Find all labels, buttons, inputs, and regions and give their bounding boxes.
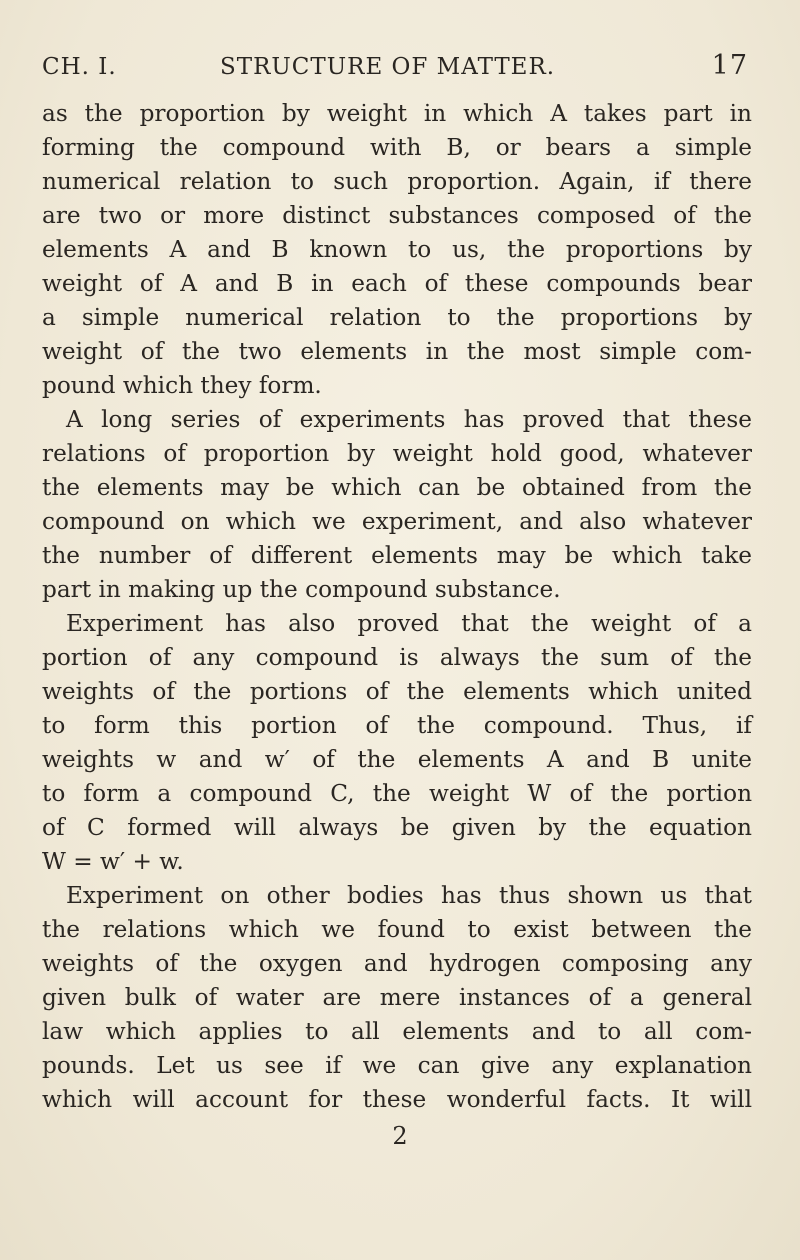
text-line: which will account for these wonderful facts. It will bbox=[42, 1086, 752, 1113]
text-line: weights of the oxygen and hydrogen composing any bbox=[42, 950, 752, 977]
text-line: the number of different elements may be which take bbox=[42, 542, 752, 569]
text-line: compound on which we experiment, and also whatever bbox=[42, 508, 752, 535]
chapter-label: CH. I. bbox=[42, 54, 117, 80]
text-line: as the proportion by weight in which A takes part in bbox=[42, 100, 752, 127]
text-line: are two or more distinct substances composed of the bbox=[42, 202, 752, 229]
text-line: to form a compound C, the weight W of the portion bbox=[42, 780, 752, 807]
text-line: forming the compound with B, or bears a simple bbox=[42, 134, 752, 161]
text-line: weight of the two elements in the most simple com- bbox=[42, 338, 752, 365]
page-number: 17 bbox=[711, 50, 748, 81]
text-line: weight of A and B in each of these compounds bear bbox=[42, 270, 752, 297]
text-line: the relations which we found to exist between the bbox=[42, 916, 752, 943]
text-line: weights w and w′ of the elements A and B unite bbox=[42, 746, 752, 773]
text-line: given bulk of water are mere instances of a general bbox=[42, 984, 752, 1011]
text-line: A long series of experiments has proved that these bbox=[66, 406, 752, 433]
text-line: numerical relation to such proportion. Again, if there bbox=[42, 168, 752, 195]
running-header bbox=[42, 50, 748, 90]
text-line: to form this portion of the compound. Thus, if bbox=[42, 712, 752, 739]
text-line: law which applies to all elements and to all com- bbox=[42, 1018, 752, 1045]
signature-mark: 2 bbox=[392, 1122, 408, 1150]
text-line: the elements may be which can be obtained from the bbox=[42, 474, 752, 501]
running-title: STRUCTURE OF MATTER. bbox=[220, 54, 556, 80]
text-line: part in making up the compound substance. bbox=[42, 576, 561, 603]
text-line: Experiment on other bodies has thus shown us that bbox=[66, 882, 752, 909]
text-line: W = w′ + w. bbox=[42, 848, 184, 875]
text-line: a simple numerical relation to the proportions by bbox=[42, 304, 752, 331]
text-line: relations of proportion by weight hold good, whatever bbox=[42, 440, 752, 467]
text-line: pounds. Let us see if we can give any explanation bbox=[42, 1052, 752, 1079]
text-line: elements A and B known to us, the proportions by bbox=[42, 236, 752, 263]
text-line: pound which they form. bbox=[42, 372, 322, 399]
text-line: Experiment has also proved that the weight of a bbox=[66, 610, 752, 637]
text-line: portion of any compound is always the sum of the bbox=[42, 644, 752, 671]
text-line: weights of the portions of the elements which united bbox=[42, 678, 752, 705]
text-line: of C formed will always be given by the equation bbox=[42, 814, 752, 841]
body-text bbox=[42, 97, 752, 1117]
